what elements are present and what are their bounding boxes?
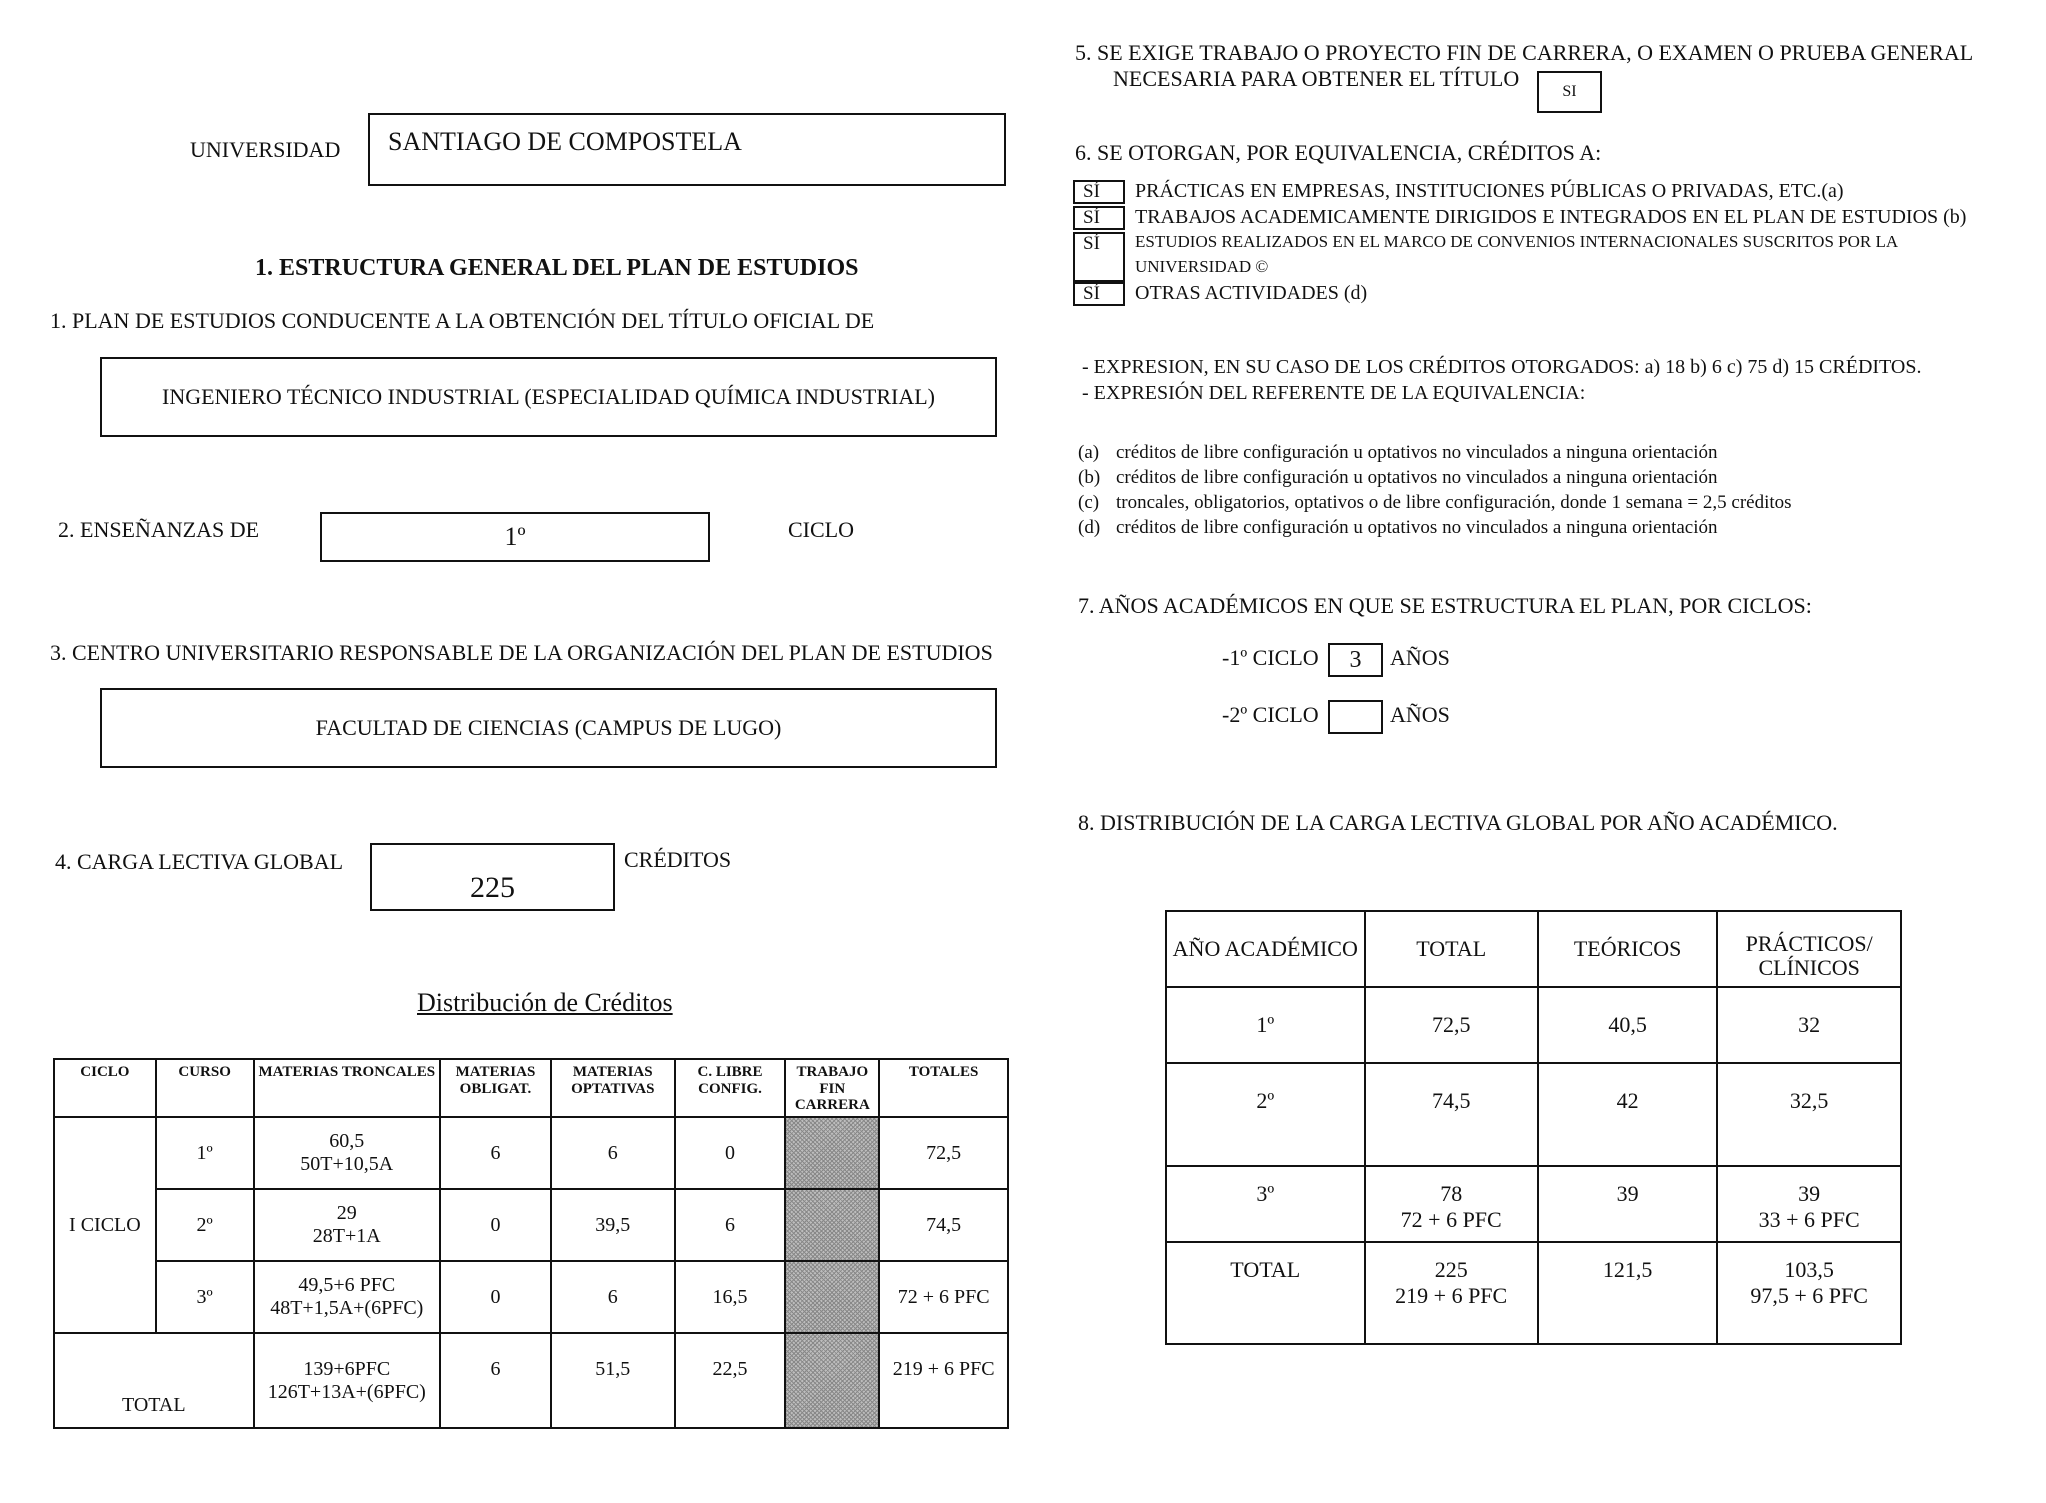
note-text: troncales, obligatorios, optativos o de libre configuración, donde 1 semana = 2,5 créditos xyxy=(1116,492,1792,513)
option-text: PRÁCTICAS EN EMPRESAS, INSTITUCIONES PÚBLICAS O PRIVADAS, ETC.(a) xyxy=(1135,180,1844,202)
table-row xyxy=(54,1117,1008,1189)
troncales-cell xyxy=(254,1189,441,1261)
teo-cell: 42 xyxy=(1538,1063,1718,1166)
total-cell xyxy=(1365,987,1538,1063)
note-key: (d) xyxy=(1078,517,1101,538)
expresion-line2: - EXPRESIÓN DEL REFERENTE DE LA EQUIVALENCIA: xyxy=(1082,382,1586,404)
titulo-value: INGENIERO TÉCNICO INDUSTRIAL (ESPECIALIDAD QUÍMICA INDUSTRIAL) xyxy=(162,384,935,409)
option-mark: SÍ xyxy=(1073,282,1125,306)
total-cell xyxy=(1365,1242,1538,1344)
dist-header: C. LIBRE CONFIG. xyxy=(675,1059,786,1117)
item8-label: 8. DISTRIBUCIÓN DE LA CARGA LECTIVA GLOBAL POR AÑO ACADÉMICO. xyxy=(1078,810,1838,835)
year-cell: 3º xyxy=(1166,1166,1365,1242)
table-row xyxy=(1166,987,1901,1063)
ciclo1-label: -1º CICLO xyxy=(1222,645,1319,670)
troncales-total: 29 xyxy=(336,1202,357,1224)
note-text: créditos de libre configuración u optativos no vinculados a ninguna orientación xyxy=(1116,442,1718,463)
libre-cell: 16,5 xyxy=(675,1261,786,1333)
ciclo2-box xyxy=(1328,700,1383,734)
carga-header: TOTAL xyxy=(1365,911,1538,987)
curso-cell: 2º xyxy=(156,1189,254,1261)
option-mark: SÍ xyxy=(1073,232,1125,282)
total-cell xyxy=(1365,1063,1538,1166)
option-text: ESTUDIOS REALIZADOS EN EL MARCO DE CONVENIOS INTERNACIONALES SUSCRITOS POR LA xyxy=(1135,232,1899,251)
troncales-cell xyxy=(254,1117,441,1189)
item2-label: 2. ENSEÑANZAS DE xyxy=(58,517,260,542)
table-row-total xyxy=(54,1333,1008,1428)
ciclo1-box xyxy=(1328,643,1383,677)
oblig-cell: 0 xyxy=(440,1261,551,1333)
expresion-line1: - EXPRESION, EN SU CASO DE LOS CRÉDITOS OTORGADOS: a) 18 b) 6 c) 75 d) 15 CRÉDITOS. xyxy=(1082,356,1922,378)
totales-cell: 74,5 xyxy=(879,1189,1008,1261)
universidad-label: UNIVERSIDAD xyxy=(190,137,341,162)
oblig-cell: 0 xyxy=(440,1189,551,1261)
libre-cell: 0 xyxy=(675,1117,786,1189)
ciclo2-unit: AÑOS xyxy=(1390,702,1450,727)
titulo-field xyxy=(100,357,997,437)
carga-header: TEÓRICOS xyxy=(1538,911,1718,987)
dist-header: CICLO xyxy=(54,1059,156,1117)
troncales-total: 60,5 xyxy=(329,1130,365,1152)
total-line: 225 xyxy=(1434,1257,1468,1282)
opt-cell: 51,5 xyxy=(551,1333,675,1428)
universidad-field xyxy=(368,113,1006,186)
curso-cell: 1º xyxy=(156,1117,254,1189)
note-key: (b) xyxy=(1078,467,1101,488)
hatched-cell xyxy=(785,1261,879,1333)
carga-header-line: CLÍNICOS xyxy=(1758,955,1860,980)
note-text: créditos de libre configuración u optativos no vinculados a ninguna orientación xyxy=(1116,467,1718,488)
note-text: créditos de libre configuración u optativos no vinculados a ninguna orientación xyxy=(1116,517,1718,538)
carga-table xyxy=(1165,910,1902,1345)
dist-header: TRABAJO FIN CARRERA xyxy=(785,1059,879,1117)
hatched-cell xyxy=(785,1333,879,1428)
opt-cell: 6 xyxy=(551,1261,675,1333)
item5-value-box xyxy=(1537,71,1602,113)
hatched-cell xyxy=(785,1117,879,1189)
total-cell xyxy=(1365,1166,1538,1242)
troncales-detail: 50T+10,5A xyxy=(300,1153,394,1175)
totales-cell: 72 + 6 PFC xyxy=(879,1261,1008,1333)
hatched-cell xyxy=(785,1189,879,1261)
troncales-detail: 126T+13A+(6PFC) xyxy=(267,1380,426,1403)
year-cell: 2º xyxy=(1166,1063,1365,1166)
item6-label: 6. SE OTORGAN, POR EQUIVALENCIA, CRÉDITOS A: xyxy=(1075,140,1602,165)
prac-line: 32,5 xyxy=(1789,1088,1829,1113)
item1-label: 1. PLAN DE ESTUDIOS CONDUCENTE A LA OBTENCIÓN DEL TÍTULO OFICIAL DE xyxy=(50,308,875,333)
table-row xyxy=(1166,1063,1901,1166)
prac-cell xyxy=(1717,1166,1901,1242)
item5-line2: NECESARIA PARA OBTENER EL TÍTULO xyxy=(1113,66,1520,91)
creditos-suffix: CRÉDITOS xyxy=(624,847,732,872)
carga-field xyxy=(370,843,615,911)
prac-cell xyxy=(1717,1063,1901,1166)
year-cell: TOTAL xyxy=(1166,1242,1365,1344)
prac-line: 39 xyxy=(1798,1181,1821,1206)
note-key: (c) xyxy=(1078,492,1100,513)
ciclo-suffix: CICLO xyxy=(788,517,854,542)
teo-cell: 121,5 xyxy=(1538,1242,1718,1344)
ensenanzas-value: 1º xyxy=(504,522,526,551)
item4-label: 4. CARGA LECTIVA GLOBAL xyxy=(55,849,344,874)
option-text: OTRAS ACTIVIDADES (d) xyxy=(1135,282,1368,304)
item3-label: 3. CENTRO UNIVERSITARIO RESPONSABLE DE LA ORGANIZACIÓN DEL PLAN DE ESTUDIOS xyxy=(50,640,993,665)
oblig-cell: 6 xyxy=(440,1117,551,1189)
ciclo2-label: -2º CICLO xyxy=(1222,702,1319,727)
option-text: TRABAJOS ACADEMICAMENTE DIRIGIDOS E INTEGRADOS EN EL PLAN DE ESTUDIOS (b) xyxy=(1135,206,1967,228)
dist-header: TOTALES xyxy=(879,1059,1008,1117)
dist-header: CURSO xyxy=(156,1059,254,1117)
curso-cell: 3º xyxy=(156,1261,254,1333)
item5-value: SI xyxy=(1562,83,1577,100)
centro-value: FACULTAD DE CIENCIAS (CAMPUS DE LUGO) xyxy=(315,715,782,740)
carga-value: 225 xyxy=(470,871,515,904)
option-mark: SÍ xyxy=(1073,180,1125,204)
dist-header: MATERIAS TRONCALES xyxy=(254,1059,441,1117)
total-line: 72 + 6 PFC xyxy=(1400,1207,1502,1232)
prac-line: 103,5 xyxy=(1784,1257,1834,1282)
carga-header xyxy=(1717,911,1901,987)
prac-line: 32 xyxy=(1798,1012,1821,1037)
teo-cell: 40,5 xyxy=(1538,987,1718,1063)
totales-cell: 72,5 xyxy=(879,1117,1008,1189)
opt-cell: 6 xyxy=(551,1117,675,1189)
prac-cell xyxy=(1717,1242,1901,1344)
troncales-cell xyxy=(254,1261,441,1333)
totales-cell: 219 + 6 PFC xyxy=(879,1333,1008,1428)
troncales-total: 49,5+6 PFC xyxy=(298,1274,396,1296)
note-key: (a) xyxy=(1078,442,1100,463)
table-row xyxy=(1166,1166,1901,1242)
ciclo-cell: I CICLO xyxy=(54,1117,156,1333)
ciclo1-value: 3 xyxy=(1349,646,1362,673)
dist-header: MATERIAS OPTATIVAS xyxy=(551,1059,675,1117)
troncales-total: 139+6PFC xyxy=(303,1357,391,1380)
item5-line1: 5. SE EXIGE TRABAJO O PROYECTO FIN DE CARRERA, O EXAMEN O PRUEBA GENERAL xyxy=(1075,40,1974,65)
prac-cell xyxy=(1717,987,1901,1063)
dist-title: Distribución de Créditos xyxy=(417,988,673,1017)
troncales-cell xyxy=(254,1333,441,1428)
troncales-detail: 48T+1,5A+(6PFC) xyxy=(270,1297,424,1319)
year-cell: 1º xyxy=(1166,987,1365,1063)
ciclo1-unit: AÑOS xyxy=(1390,645,1450,670)
carga-header: AÑO ACADÉMICO xyxy=(1166,911,1365,987)
prac-line: 97,5 + 6 PFC xyxy=(1750,1283,1868,1308)
total-line: 74,5 xyxy=(1431,1088,1471,1113)
total-label: TOTAL xyxy=(54,1333,254,1428)
prac-line: 33 + 6 PFC xyxy=(1758,1207,1860,1232)
item7-label: 7. AÑOS ACADÉMICOS EN QUE SE ESTRUCTURA EL PLAN, POR CICLOS: xyxy=(1078,593,1812,618)
option-mark: SÍ xyxy=(1073,206,1125,230)
table-row xyxy=(54,1189,1008,1261)
troncales-detail: 28T+1A xyxy=(312,1225,381,1247)
total-line: 219 + 6 PFC xyxy=(1395,1283,1508,1308)
libre-cell: 22,5 xyxy=(675,1333,786,1428)
opt-cell: 39,5 xyxy=(551,1189,675,1261)
option-text-cont: UNIVERSIDAD © xyxy=(1135,257,1269,276)
universidad-value: SANTIAGO DE COMPOSTELA xyxy=(388,127,742,156)
dist-table xyxy=(53,1058,1009,1429)
teo-cell: 39 xyxy=(1538,1166,1718,1242)
total-line: 78 xyxy=(1440,1181,1463,1206)
table-row-total xyxy=(1166,1242,1901,1344)
total-line: 72,5 xyxy=(1431,1012,1471,1037)
table-row xyxy=(54,1261,1008,1333)
oblig-cell: 6 xyxy=(440,1333,551,1428)
section-title: 1. ESTRUCTURA GENERAL DEL PLAN DE ESTUDIOS xyxy=(255,255,859,281)
ensenanzas-field xyxy=(320,512,710,562)
dist-header: MATERIAS OBLIGAT. xyxy=(440,1059,551,1117)
libre-cell: 6 xyxy=(675,1189,786,1261)
centro-field xyxy=(100,688,997,768)
carga-header-line: PRÁCTICOS/ xyxy=(1745,930,1873,956)
